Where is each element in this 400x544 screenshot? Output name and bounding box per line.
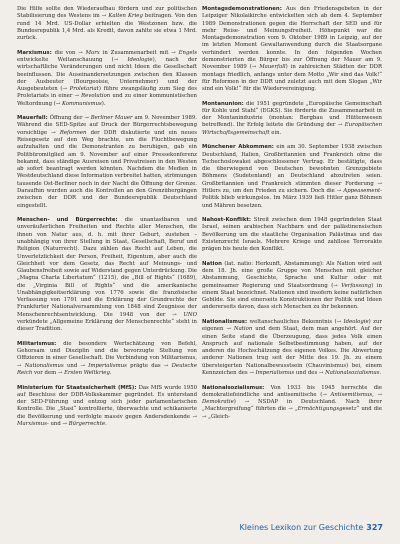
entry-term: Militarismus: (17, 340, 57, 347)
entry-text: ein. (269, 129, 282, 136)
cross-reference: → Marx (78, 49, 100, 56)
cross-reference: → Berliner Mauer (84, 115, 133, 122)
entry-text: ), nach der wirtschaftliche Veränderungen und nicht Ideen die Gesellschaft beeinflussen. Die Auseinandersetzungen zwischen den Klassen der Ausbeuter (Bourgeoisie, Unternehmer) und der Ausgebeuteten ( (17, 56, 197, 93)
entry-text: und zu einer kommunistischen Weltordnung ( (17, 93, 197, 107)
lexicon-entry (17, 217, 197, 334)
page-number: 327 (366, 523, 383, 532)
entry-text: . (109, 370, 112, 376)
entry-text: Streit zwischen dem 1948 gegründeten Staat Israel, seinen arabischen Nachbarn und der palästinensischen Bevölkerung um die staatliche Organisation Palästinas und das Existenzrecht Israels. Mehrere Kriege und zahllose Terrorakte prägen bis heute den Konflikt. (202, 217, 382, 253)
entry-text: in Zusammenarbeit mit (99, 49, 172, 56)
cross-reference: → Marxismus (17, 413, 197, 427)
cross-reference: → Mauerfall (251, 64, 286, 71)
entry-text: , (372, 391, 378, 398)
entry-text: die 1951 gegründete „Europäische Gemeinschaft für Kohle und Stahl“ (EGKS). Sie förderte die Zusammenarbeit in der Montanindustrie (montan: Bergbau und Hüttenwesen betreffend). Ihr Erfolg leitete die Gründung der (202, 100, 382, 129)
entry-term: Nationalsozialismus: (202, 384, 265, 391)
entry-term: Montanunion: (202, 100, 244, 107)
entry-text: die von (51, 49, 79, 56)
entry-text: und des (294, 369, 319, 376)
cross-reference: → Nation (226, 326, 253, 333)
left-column (17, 6, 197, 428)
cross-reference: → Imperialismus (80, 362, 127, 369)
entry-text: -Politik blieb wirkungslos. Im März 1939 ließ Hitler ganz Böhmen und Mähren besetzen. (202, 188, 382, 209)
entry-text: am 9. November 1989. Während die SED-Spitze auf Druck der Bürgerrechtsbewegung vorsichtige (17, 115, 197, 136)
entry-text: (lat. natio: Herkunft, Abstammung): Als Nation wird seit dem 18. Jh. eine große Gruppe von Menschen mit gleicher Abstammung, Geschichte, Sprache und Kultur oder mit gemeinsamer Regierung und Staatsordnung ( (202, 260, 382, 289)
right-column (202, 6, 382, 421)
entry-term: Montagsdemonstrationen: (202, 6, 282, 12)
lexicon-entry (202, 144, 382, 210)
cross-reference: → Proletariat (62, 86, 99, 93)
entry-text: die unantastbaren und unveräußerlichen Freiheiten und Rechte aller Menschen, die ihnen von Natur aus, d. h. mit ihrer Geburt, zustehen – unabhängig von ihrer Stellung in Staat, Gesellschaft, Beruf und Religion (Naturrecht). Dazu zählen das Recht auf Leben, die Unverletzlichkeit der Person, Freiheit, Eigentum, aber auch die Gleichheit vor dem Gesetz, das Recht auf Meinungs- und Glaubensfreiheit sowie auf Widerstand gegen Unterdrückung. Die „Magna Charta Libertatum“ (1215), die „Bill of Rights“ (1689), die „Virginia Bill of Rights“ und die amerikanische Unabhängigkeitserklärung von 1776 sowie die französische Verfassung von 1791 und die Erklärung der Grundrechte der Frankfurter Nationalversammlung von 1848 sind Zeugnisse der Menschenrechtsentwicklung. Die 1948 von der (17, 217, 197, 318)
cross-reference: → Ersten Weltkrieg (57, 370, 110, 376)
cross-reference: → Ideologie (113, 56, 153, 63)
entry-text: ) in zahlreichen Städten der DDR montags friedlich, anfangs unter dem Motto „Wir sind das Volk!“ für Reformen in der DDR und zuletzt auch mit dem Slogan „Wir sind ein Volk!“ für die Wiedervereinigung. (202, 64, 382, 93)
lexicon-entry (17, 341, 197, 377)
entry-text: Aus den Friedensgebeten in der Leipziger Nikolaikirche entwickelten sich ab dem 4. September 1989 Demonstrationen gegen die Herrschaft der SED und für mehr Reise- und Meinungsfreiheit. Höhepunkt war die Montagsdemonstration vom 9. Oktober 1989 in Leipzig, auf der im letzten Moment Gewaltanwendung durch die Staatsorgane verhindert werden konnte. In den folgenden Wochen demonstrierten die Bürger bis zur Öffnung der Mauer am 9. November 1989 ( (202, 6, 382, 71)
entry-text: Das MfS wurde 1950 auf Beschluss der DDR-Volkskammer gegründet. Es unterstand der SED-Führung und entzog sich jeder parlamentarischen Kontrolle. Die „Stasi“ kontrollierte, überwachte und schikanierte die Bevölkerung und verfolgte massiv gegen Andersdenkende (17, 384, 197, 420)
entry-text: . (379, 369, 382, 376)
entry-text: ) in einem Staat bezeichnet. Nationen sind insofern keine natürlichen Gebilde. Sie sind einerseits Konstruktionen der Politik und Ideen andererseits davon, dass sich Menschen zu ihr bekennen. (202, 282, 383, 311)
cross-reference: → Reformen (51, 129, 87, 136)
entry-text: ). (101, 100, 106, 107)
lexicon-entry (17, 385, 197, 429)
entry-text: ) führe zwangsläufig zum Sieg des Proletariats in einer (17, 86, 197, 100)
cross-reference: → Europäischen Wirtschaftsgemeinschaft (202, 122, 383, 136)
cross-reference: → Verfassung (333, 282, 372, 289)
entry-text: ) → NSDAP in Deutschland. Nach ihrer „Machtergreifung“ führten die (202, 399, 382, 413)
footer-title: Kleines Lexikon zur Geschichte (239, 523, 364, 532)
entry-text: Öffnung der (47, 115, 85, 122)
entry-term: Nation (202, 260, 222, 267)
cross-reference: → Ideologie (336, 319, 369, 326)
cross-reference: → Engels (171, 49, 198, 56)
entry-text: und dem Staat, dem man angehört. Auf der einen Seite stand die Überzeugung, dass jedes Volk einen Anspruch auf nationale Selbstbestimmung haben, auf der anderen die Hochschätzung des eigenen Volkes. Die Abwertung anderer Nationen trug seit der Mitte des 19. Jh. zu einem übersteigerten Nationalbewusstsein (Chauvinismus) bei, einem Kennzeichen des (202, 326, 382, 376)
entry-text: weltanschauliches Bekenntnis ( (247, 319, 337, 326)
entry-term: Mauerfall: (17, 115, 48, 122)
cross-reference: → Kalten Krieg (101, 13, 143, 20)
entry-text: vor dem (32, 370, 58, 376)
lexicon-entry (202, 217, 382, 253)
cross-reference: → Bürgerrechte (62, 420, 106, 427)
entry-text: verkündete „Allgemeine Erklärung der Menschenrechte“ steht in dieser Tradition. (17, 319, 197, 333)
entry-text: Die Hilfe sollte den Wiederaufbau fördern und zur politischen Stabilisierung des Westens im (17, 6, 197, 20)
entry-term: Ministerium für Staatssicherheit (MfS): (17, 384, 137, 391)
cross-reference: → Antisemitismus (322, 391, 373, 398)
cross-reference: → Nationalismus (17, 362, 64, 369)
lexicon-entry (17, 115, 197, 210)
entry-term: Nationalismus: (202, 319, 248, 326)
entry-text: prägte das (126, 362, 164, 369)
cross-reference: → Appeasement (336, 188, 381, 194)
entry-text: und (63, 362, 81, 369)
lexicon-entry (202, 101, 382, 137)
entry-term: Menschen- und Bürgerrechte: (17, 217, 118, 224)
cross-reference: → UNO (172, 311, 197, 318)
lexicon-entry (202, 261, 382, 312)
cross-reference: → Nationalsozialismus (318, 369, 380, 376)
entry-text: beitragen. Von den rund 14 Mrd. US-Dollar erhielten die Westzonen bzw. die Bundesrepublik 1,4 Mrd. als Kredit, davon zahlte sie etwa 1 Mrd. zurück. (17, 13, 197, 42)
cross-reference: → Demokratie (202, 391, 382, 406)
lexicon-entry (17, 6, 197, 42)
entry-text: der DDR diskutierte und ein neues Reisegesetz auf den Weg brachte, um die Fluchtbewegung aufzuhalten und die Demonstranten zu beruhigen, gab ein Politbüromitglied am 9. November auf einer Pressekonferenz bekannt, dass ständige Ausreisen und Privatreisen in den Westen ab sofort beantragt werden könnten. Nachdem die Medien in Westdeutschland diese Information verbreitet hatten, strömungen tausende Ost-Berliner noch in der Nacht die Öffnung der Grenze. Daraufhin wurden auch die Kontrollen an den Grenzübergängen zwischen der DDR und der Bundesrepublik Deutschland eingestellt. (17, 129, 197, 209)
entry-text: ) zur eigenen (202, 319, 382, 333)
entry-text: . (105, 420, 107, 427)
entry-term: Nahost-Konflikt: (202, 217, 252, 224)
entry-text: ein am 30. September 1938 zwischen Deutschland, Italien, Großbritannien und Frankreich ohne die Tschechoslowakei abgeschlossener Vertrag. Er bestätigte, dass die überwiegend von Deutschen bewohnten Grenzgebiete Böhmens (Sudetenland) an Deutschland abzutreten seien. Großbritannien und Frankreich stimmten dieser Forderung → Hitlers zu, um den Frieden zu sichern. Doch die (202, 144, 382, 194)
lexicon-entry (17, 50, 197, 108)
cross-reference: → Revolution (74, 93, 111, 100)
cross-reference: → „Ermächtigungsgesetz“ (288, 406, 360, 413)
cross-reference: → Kommunismus (55, 100, 102, 107)
entry-text: - und (46, 420, 63, 427)
cross-reference: → Imperialismus (249, 369, 295, 376)
entry-term: Marxismus: (17, 49, 52, 56)
lexicon-entry (202, 319, 382, 377)
entry-text: entwickelte Weltanschauung ( (17, 56, 114, 63)
entry-text: und die → „Gleich- (202, 406, 383, 420)
lexicon-entry (202, 385, 382, 421)
entry-text: Von 1933 bis 1945 herrschte die demokratiefeindliche und antisemitische ( (202, 384, 382, 398)
cross-reference: → Deutsche Reich (17, 362, 197, 376)
lexicon-entry (202, 6, 382, 93)
entry-text: die besondere Wertschätzung von Befehl, Gehorsam und Disziplin und die bevorzugte Stellung von Offizieren in einer Gesellschaft. Die Verbindung von Militarismus, (17, 340, 197, 362)
entry-term: Münchener Abkommen: (202, 144, 274, 151)
page-footer (239, 523, 383, 532)
